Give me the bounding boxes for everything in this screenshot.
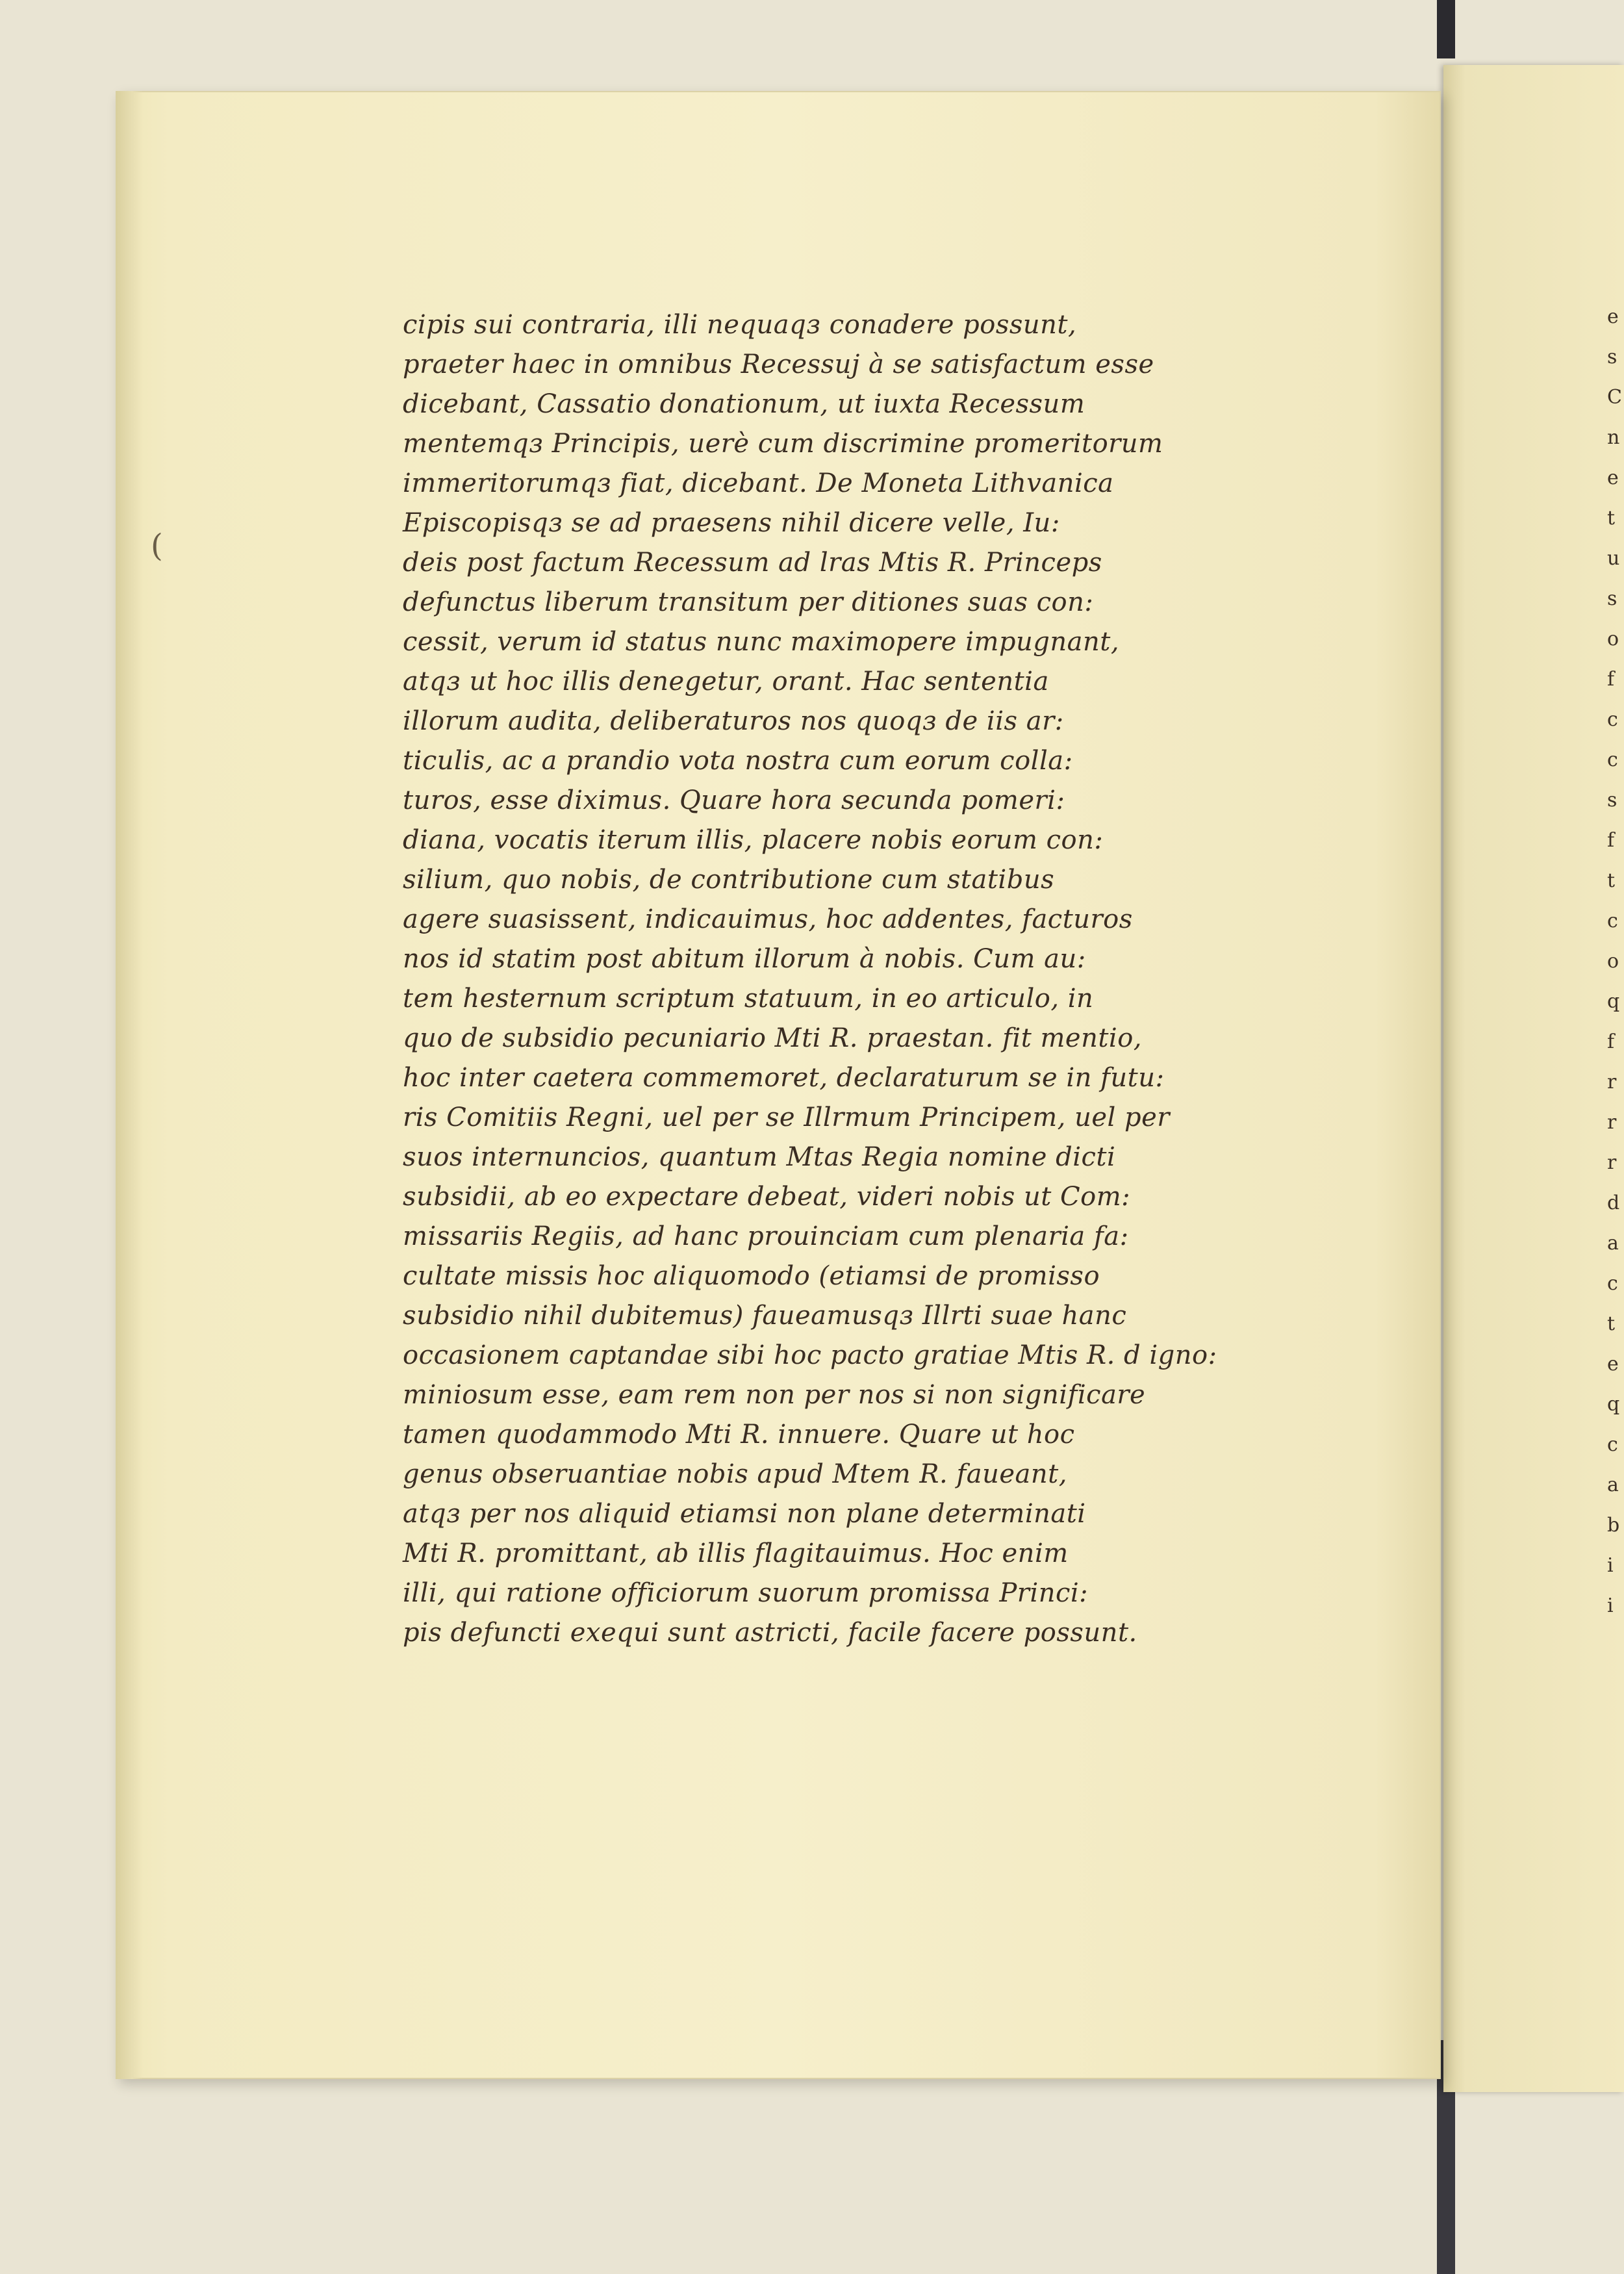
facing-page-letter: b bbox=[1607, 1514, 1620, 1537]
manuscript-line: hoc inter caetera commemoret, declaraturum se in futu: bbox=[403, 1063, 1165, 1093]
facing-page-letter: s bbox=[1607, 346, 1618, 368]
facing-page-letter: r bbox=[1607, 1151, 1617, 1174]
manuscript-line: ris Comitiis Regni, uel per se Illrmum Principem, uel per bbox=[403, 1103, 1170, 1132]
facing-page-letter: t bbox=[1607, 869, 1616, 892]
manuscript-text bbox=[403, 305, 1299, 1653]
manuscript-line: defunctus liberum transitum per ditiones suas con: bbox=[403, 587, 1094, 617]
facing-page-letter: c bbox=[1607, 748, 1618, 771]
manuscript-line: cessit, verum id status nunc maximopere impugnant, bbox=[403, 627, 1120, 657]
facing-page-letter: n bbox=[1607, 426, 1620, 449]
manuscript-line: tamen quodammodo Mti R. innuere. Quare ut hoc bbox=[403, 1420, 1075, 1450]
facing-page-letter: c bbox=[1607, 708, 1618, 731]
manuscript-line: nos id statim post abitum illorum à nobis. Cum au: bbox=[403, 944, 1086, 974]
manuscript-line: atqз per nos aliquid etiamsi non plane determinati bbox=[403, 1499, 1086, 1529]
manuscript-line: subsidio nihil dubitemus) faueamusqз Illrti suae hanc bbox=[403, 1301, 1127, 1331]
facing-page-letter: e bbox=[1607, 466, 1619, 489]
manuscript-line: turos, esse diximus. Quare hora secunda pomeri: bbox=[403, 786, 1065, 815]
manuscript-line: cipis sui contraria, illi nequaqз conadere possunt, bbox=[403, 310, 1077, 340]
manuscript-line: cultate missis hoc aliquomodo (etiamsi de promisso bbox=[403, 1261, 1100, 1291]
manuscript-line: missariis Regiis, ad hanc prouinciam cum plenaria fa: bbox=[403, 1221, 1129, 1251]
manuscript-line: immeritorumqз fiat, dicebant. De Moneta Lithvanica bbox=[403, 468, 1114, 498]
manuscript-line: quo de subsidio pecuniario Mti R. praestan. fit mentio, bbox=[403, 1023, 1143, 1053]
facing-page-letter: r bbox=[1607, 1111, 1617, 1134]
manuscript-line: ticulis, ac a prandio vota nostra cum eorum colla: bbox=[403, 746, 1073, 776]
facing-page-letter: i bbox=[1607, 1594, 1614, 1617]
facing-page-letter: f bbox=[1607, 668, 1615, 691]
facing-page-letter: f bbox=[1607, 1030, 1615, 1053]
facing-page-letter: e bbox=[1607, 1353, 1619, 1375]
facing-page-letter: c bbox=[1607, 1272, 1618, 1295]
facing-page-letter: d bbox=[1607, 1192, 1620, 1214]
facing-page-letter: a bbox=[1607, 1474, 1619, 1496]
facing-page bbox=[1443, 65, 1624, 2092]
facing-page-letter: s bbox=[1607, 587, 1618, 610]
manuscript-line: agere suasissent, indicauimus, hoc addentes, facturos bbox=[403, 904, 1133, 934]
manuscript-line: Episcopisqз se ad praesens nihil dicere velle, Iu: bbox=[403, 508, 1060, 538]
facing-page-letter: c bbox=[1607, 910, 1618, 932]
facing-page-letter: t bbox=[1607, 1312, 1616, 1335]
manuscript-line: atqз ut hoc illis denegetur, orant. Hac sententia bbox=[403, 667, 1049, 696]
facing-page-letter: u bbox=[1607, 547, 1620, 570]
manuscript-line: miniosum esse, eam rem non per nos si non significare bbox=[403, 1380, 1146, 1410]
manuscript-line: mentemqз Principis, uerè cum discrimine promeritorum bbox=[403, 429, 1163, 459]
facing-page-letter: f bbox=[1607, 829, 1615, 852]
manuscript-line: silium, quo nobis, de contributione cum statibus bbox=[403, 865, 1055, 895]
page-edge bbox=[116, 91, 143, 2079]
margin-mark: ( bbox=[151, 528, 163, 564]
manuscript-line: illorum audita, deliberaturos nos quoqз de iis ar: bbox=[403, 706, 1064, 736]
manuscript-line: occasionem captandae sibi hoc pacto gratiae Mtis R. d igno: bbox=[403, 1340, 1217, 1370]
scanner-binding-bar bbox=[1437, 0, 1455, 58]
manuscript-line: suos internuncios, quantum Mtas Regia nomine dicti bbox=[403, 1142, 1116, 1172]
facing-page-letter: i bbox=[1607, 1554, 1614, 1577]
manuscript-line: genus obseruantiae nobis apud Mtem R. faueant, bbox=[403, 1459, 1067, 1489]
facing-page-letter: C bbox=[1607, 386, 1622, 409]
manuscript-line: dicebant, Cassatio donationum, ut iuxta Recessum bbox=[403, 389, 1085, 419]
manuscript-line: Mti R. promittant, ab illis flagitauimus. Hoc enim bbox=[403, 1539, 1069, 1568]
facing-page-letter: a bbox=[1607, 1232, 1619, 1255]
manuscript-line: deis post factum Recessum ad lras Mtis R. Princeps bbox=[403, 548, 1102, 578]
facing-page-letter: c bbox=[1607, 1433, 1618, 1456]
manuscript-line: praeter haec in omnibus Recessuj à se satisfactum esse bbox=[403, 350, 1154, 379]
facing-page-letter: t bbox=[1607, 507, 1616, 530]
facing-page-letter: q bbox=[1607, 990, 1620, 1013]
facing-page-letter: o bbox=[1607, 628, 1619, 650]
manuscript-line: tem hesternum scriptum statuum, in eo articulo, in bbox=[403, 984, 1094, 1014]
manuscript-line: illi, qui ratione officiorum suorum promissa Princi: bbox=[403, 1578, 1089, 1608]
facing-page-letter: e bbox=[1607, 305, 1619, 328]
manuscript-line: pis defuncti exequi sunt astricti, facile facere possunt. bbox=[403, 1618, 1137, 1648]
facing-page-letter: o bbox=[1607, 950, 1619, 973]
facing-page-letter: q bbox=[1607, 1393, 1620, 1416]
manuscript-line: subsidii, ab eo expectare debeat, videri nobis ut Com: bbox=[403, 1182, 1131, 1212]
manuscript-line: diana, vocatis iterum illis, placere nobis eorum con: bbox=[403, 825, 1104, 855]
facing-page-letter: s bbox=[1607, 789, 1618, 811]
facing-page-letter: r bbox=[1607, 1071, 1617, 1093]
